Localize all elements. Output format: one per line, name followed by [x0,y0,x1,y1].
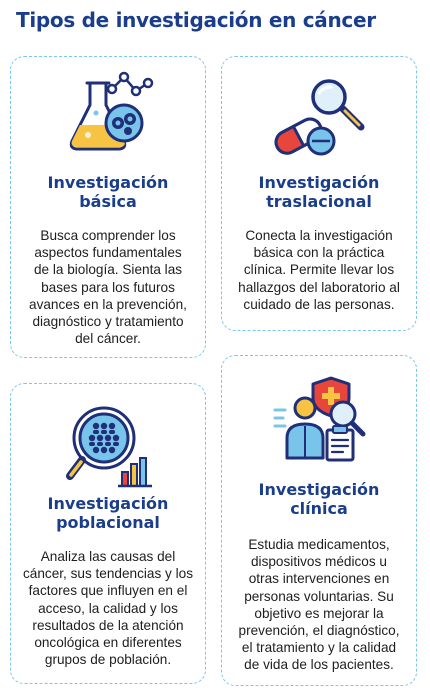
card-description: Estudia medicamentos, dispositivos médicos u otras intervenciones en personas voluntarias. Su objetivo es mejorar la prevención, el diagnóstico, el tratamiento y la calidad de vida de los pacientes. [238,537,400,673]
card-title: Investigación traslacional [258,173,380,211]
card-description: Busca comprender los aspectos fundamentales de la biología. Sienta las bases para los futuros avances en la prevención, diagnóstico y tratamiento del cáncer. [29,228,187,347]
card-investigacion-poblacional [10,383,206,684]
card-description: Conecta la investigación básica con la práctica clínica. Permite llevar los hallazgos del laboratorio al cuidado de las personas. [238,228,400,312]
card-title: Investigación clínica [258,480,380,518]
card-title: Investigación básica [47,173,169,211]
card-investigacion-basica [10,56,206,358]
card-investigacion-clinica [221,355,417,686]
flask-molecule-icon [60,69,156,155]
pills-magnifier-icon [269,79,369,159]
card-description: Analiza las causas del cáncer, sus tendencias y los factores que influyen en el acceso, la calidad y los resultados de la atención oncológica en diferentes grupos de población. [22,549,193,668]
patient-shield-clipboard-icon [269,374,369,462]
card-title: Investigación poblacional [47,494,169,532]
card-investigacion-traslacional [221,56,417,331]
population-magnifier-chart-icon [60,400,156,490]
page-title: Tipos de investigación en cáncer [16,8,376,32]
